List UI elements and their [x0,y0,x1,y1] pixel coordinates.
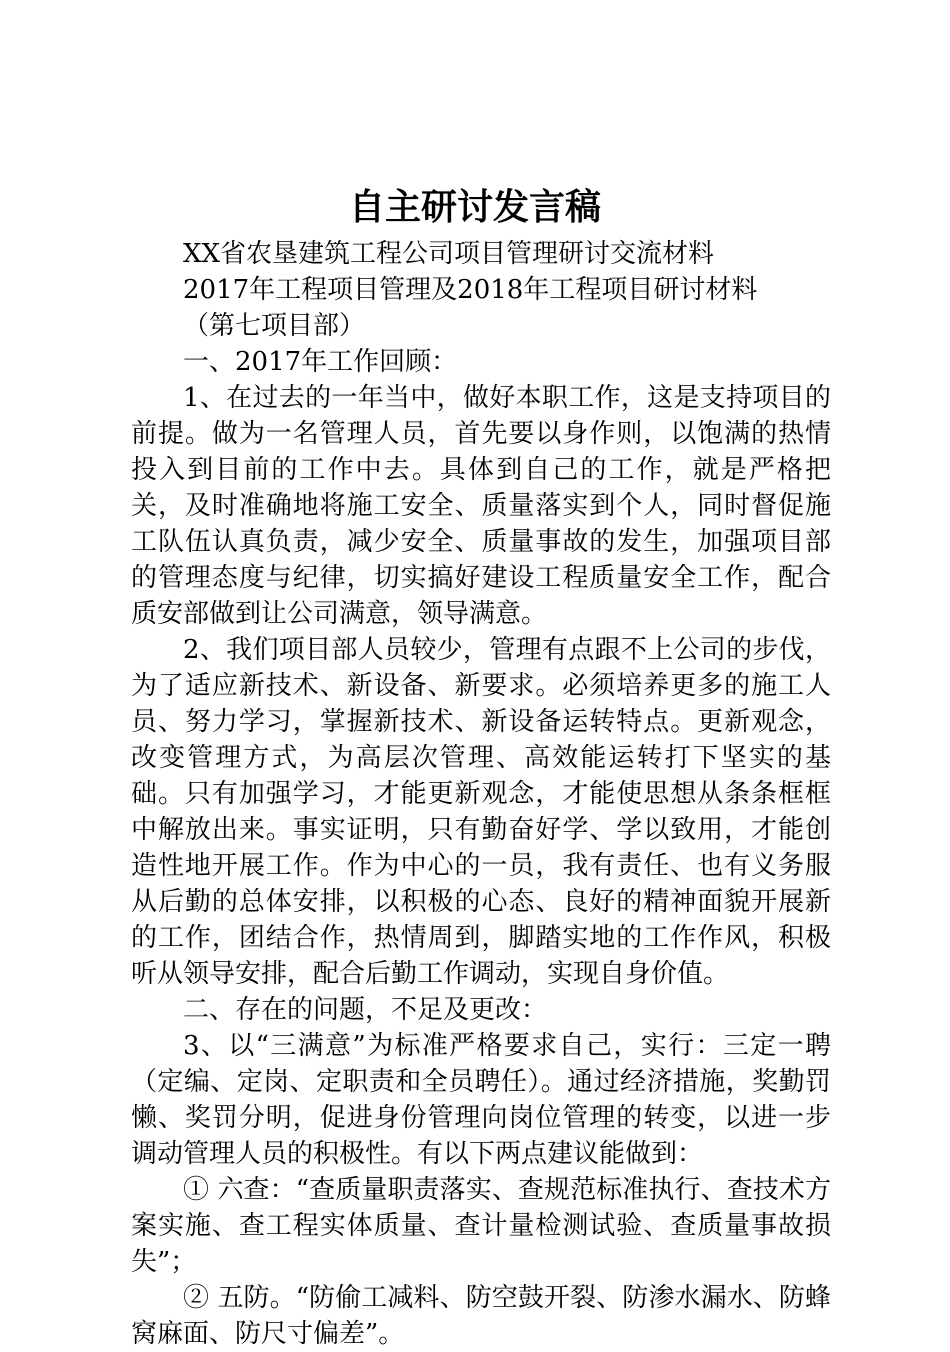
paragraph-five-preventions: ② 五防。“防偷工减料、防空鼓开裂、防渗水漏水、防蜂窝麻面、防尺寸偏差”。 [131,1283,831,1349]
document-title: 自主研讨发言稿 [348,187,601,228]
section-heading-review: 一、2017年工作回顾： [183,347,458,377]
paragraph-six-checks: ① 六查：“查质量职责落实、查规范标准执行、查技术方案实施、查工程实体质量、查计量检测试验、查质量事故损失”； [131,1175,831,1277]
paragraph-item-3: 3、以“三满意”为标准严格要求自己，实行：三定一聘（定编、定岗、定职责和全员聘任）。通过经济措施，奖勤罚懒、奖罚分明，促进身份管理向岗位管理的转变，以进一步调动管理人员的积极性。有以下两点建议能做到： [131,1031,831,1169]
subtitle-department: （第七项目部） [183,311,366,341]
subtitle-company: XX省农垦建筑工程公司项目管理研讨交流材料 [183,239,715,269]
subtitle-topic: 2017年工程项目管理及2018年工程项目研讨材料 [183,275,758,305]
paragraph-item-1: 1、在过去的一年当中，做好本职工作，这是支持项目的前提。做为一名管理人员，首先要以身作则，以饱满的热情投入到目前的工作中去。具体到自己的工作，就是严格把关，及时准确地将施工安全、质量落实到个人，同时督促施工队伍认真负责，减少安全、质量事故的发生，加强项目部的管理态度与纪律，切实搞好建设工程质量安全工作，配合质安部做到让公司满意，领导满意。 [131,383,831,629]
paragraph-item-2: 2、我们项目部人员较少，管理有点跟不上公司的步伐，为了适应新技术、新设备、新要求。必须培养更多的施工人员、努力学习，掌握新技术、新设备运转特点。更新观念，改变管理方式，为高层次管理、高效能运转打下坚实的基础。只有加强学习，才能更新观念，才能使思想从条条框框中解放出来。事实证明，只有勤奋好学、学以致用，才能创造性地开展工作。作为中心的一员，我有责任、也有义务服从后勤的总体安排，以积极的心态、良好的精神面貌开展新的工作，团结合作，热情周到，脚踏实地的工作作风，积极听从领导安排，配合后勤工作调动，实现自身价值。 [131,635,831,989]
document-body [131,236,831,1352]
section-heading-problems: 二、存在的问题，不足及更改： [183,995,548,1025]
